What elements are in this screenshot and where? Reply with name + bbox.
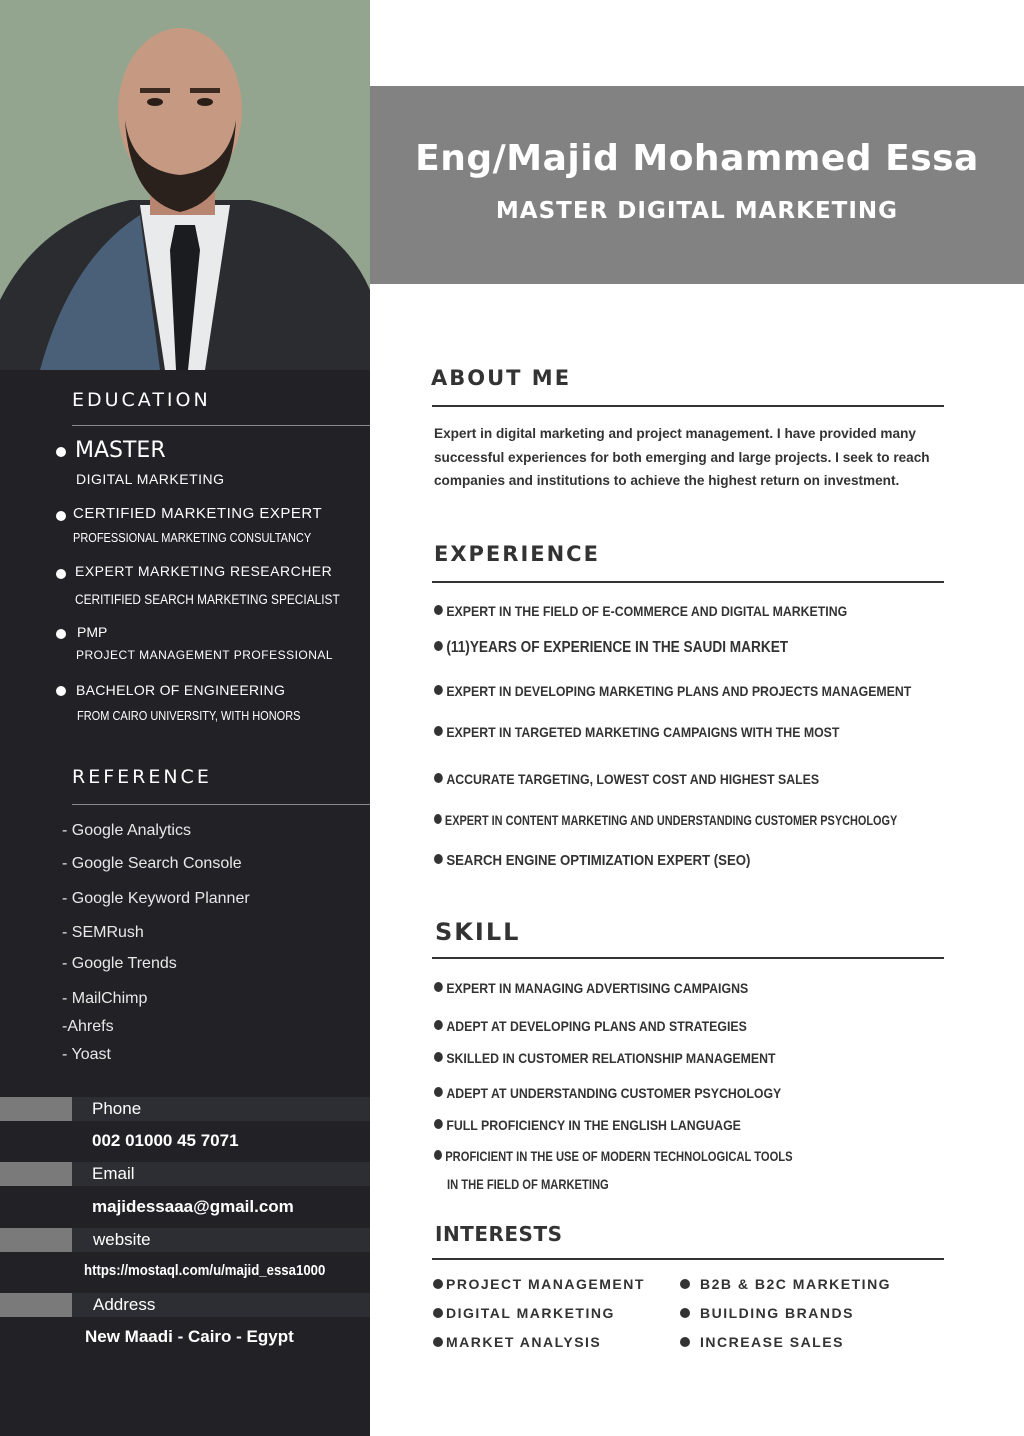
- interest-item: [680, 1305, 854, 1321]
- bullet-icon: [434, 1119, 443, 1129]
- experience-label: EXPERT IN TARGETED MARKETING CAMPAIGNS WITH THE MOST: [446, 724, 840, 740]
- skill-label: FULL PROFICIENCY IN THE ENGLISH LANGUAGE: [446, 1117, 741, 1133]
- bullet-icon: [434, 1087, 443, 1097]
- interest-label: DIGITAL MARKETING: [446, 1305, 615, 1321]
- education-subtitle: PROJECT MANAGEMENT PROFESSIONAL: [76, 648, 334, 662]
- phone-label: Phone: [92, 1099, 142, 1118]
- portrait-illustration: [0, 0, 370, 370]
- interest-label: BUILDING BRANDS: [700, 1305, 854, 1321]
- bullet-icon: [680, 1279, 690, 1289]
- interest-item: [680, 1334, 844, 1350]
- experience-label: (11)YEARS OF EXPERIENCE IN THE SAUDI MARKET: [446, 639, 789, 656]
- email-label: Email: [92, 1164, 135, 1183]
- bullet-icon: [434, 854, 443, 864]
- reference-item: - Google Keyword Planner: [62, 890, 250, 907]
- skill-item: [434, 1050, 776, 1066]
- profile-photo: [0, 0, 370, 370]
- bullet-icon: [433, 1308, 443, 1318]
- experience-label: SEARCH ENGINE OPTIMIZATION EXPERT (SEO): [446, 852, 751, 869]
- reference-item: - SEMRush: [62, 924, 144, 941]
- skill-label: SKILLED IN CUSTOMER RELATIONSHIP MANAGEMENT: [446, 1050, 776, 1066]
- skill-item: [434, 980, 748, 996]
- interest-item: [433, 1276, 645, 1292]
- bullet-icon: [434, 726, 443, 736]
- education-subtitle: CERITIFIED SEARCH MARKETING SPECIALIST: [75, 592, 340, 607]
- skill-continuation: IN THE FIELD OF MARKETING: [447, 1176, 609, 1192]
- skill-label: PROFICIENT IN THE USE OF MODERN TECHNOLOGICAL TOOLS: [445, 1148, 793, 1164]
- reference-label: MailChimp: [71, 990, 148, 1007]
- education-title: MASTER: [75, 438, 166, 463]
- reference-label: Google Search Console: [71, 855, 242, 872]
- skill-item: [434, 1117, 741, 1133]
- reference-label: Google Keyword Planner: [71, 890, 250, 907]
- interest-label: B2B & B2C MARKETING: [700, 1276, 892, 1292]
- experience-item: [434, 812, 897, 828]
- email-value[interactable]: majidessaaa@gmail.com: [92, 1197, 294, 1216]
- bullet-icon: [434, 641, 443, 651]
- reference-item: - Google Analytics: [62, 822, 191, 839]
- bullet-icon: [434, 1020, 443, 1030]
- address-label: Address: [93, 1295, 156, 1314]
- website-bar-accent: [0, 1228, 72, 1252]
- experience-divider: [432, 581, 944, 583]
- phone-bar-accent: [0, 1097, 72, 1121]
- education-title: PMP: [77, 624, 108, 640]
- interests-divider: [432, 1258, 944, 1260]
- experience-item: [434, 639, 788, 657]
- bullet-icon: [434, 982, 443, 992]
- header-banner: [370, 86, 1024, 284]
- skill-label: ADEPT AT DEVELOPING PLANS AND STRATEGIES: [446, 1018, 747, 1034]
- experience-heading: EXPERIENCE: [434, 542, 600, 566]
- about-heading: ABOUT ME: [431, 366, 572, 390]
- experience-label: EXPERT IN CONTENT MARKETING AND UNDERSTANDING CUSTOMER PSYCHOLOGY: [444, 812, 898, 828]
- interest-label: MARKET ANALYSIS: [446, 1334, 602, 1350]
- email-bar-accent: [0, 1162, 72, 1186]
- experience-item: [434, 724, 839, 740]
- bullet-icon: [56, 511, 66, 521]
- interest-label: INCREASE SALES: [700, 1334, 844, 1350]
- address-value: New Maadi - Cairo - Egypt: [85, 1327, 294, 1346]
- bullet-icon: [434, 605, 443, 615]
- bullet-icon: [434, 773, 443, 783]
- candidate-name: Eng/Majid Mohammed Essa: [415, 138, 979, 179]
- experience-item: [434, 771, 819, 787]
- bullet-icon: [56, 447, 66, 457]
- reference-item: - Google Trends: [62, 955, 177, 972]
- experience-item: [434, 603, 847, 619]
- education-title: CERTIFIED MARKETING EXPERT: [73, 505, 323, 522]
- skill-heading: SKILL: [435, 918, 521, 946]
- reference-heading: REFERENCE: [72, 766, 212, 788]
- about-text: Expert in digital marketing and project management. I have provided many successful experiences for both emerging and large projects. I seek to reach companies and institutions to achieve the highest return on investment.: [434, 426, 930, 488]
- experience-label: EXPERT IN THE FIELD OF E-COMMERCE AND DIGITAL MARKETING: [446, 603, 848, 619]
- reference-item: - Yoast: [62, 1046, 111, 1063]
- bullet-icon: [56, 569, 66, 579]
- education-subtitle: FROM CAIRO UNIVERSITY, WITH HONORS: [77, 709, 301, 723]
- skill-item: [434, 1018, 747, 1034]
- interest-item: [433, 1305, 615, 1321]
- about-divider: [432, 405, 944, 407]
- bullet-icon: [56, 686, 66, 696]
- education-title: EXPERT MARKETING RESEARCHER: [75, 563, 333, 579]
- interest-item: [680, 1276, 891, 1292]
- bullet-icon: [434, 1052, 443, 1062]
- bullet-icon: [680, 1308, 690, 1318]
- bullet-icon: [434, 685, 443, 695]
- reference-label: Ahrefs: [67, 1018, 114, 1035]
- education-subtitle: PROFESSIONAL MARKETING CONSULTANCY: [73, 531, 312, 545]
- reference-label: Yoast: [71, 1046, 111, 1063]
- education-title: BACHELOR OF ENGINEERING: [76, 682, 286, 698]
- experience-item: [434, 683, 911, 699]
- website-value[interactable]: https://mostaql.com/u/majid_essa1000: [84, 1262, 326, 1279]
- reference-label: SEMRush: [71, 924, 144, 941]
- reference-divider: [72, 804, 370, 805]
- bullet-icon: [56, 629, 66, 639]
- experience-item: [434, 852, 750, 869]
- bullet-icon: [433, 1279, 443, 1289]
- skill-divider: [432, 957, 944, 959]
- bullet-icon: [434, 814, 442, 824]
- experience-label: EXPERT IN DEVELOPING MARKETING PLANS AND PROJECTS MANAGEMENT: [446, 683, 912, 699]
- reference-item: - Google Search Console: [62, 855, 242, 872]
- reference-label: Google Trends: [71, 955, 177, 972]
- bullet-icon: [680, 1337, 690, 1347]
- bullet-icon: [433, 1337, 443, 1347]
- reference-label: Google Analytics: [71, 822, 191, 839]
- interests-heading: INTERESTS: [435, 1222, 563, 1246]
- education-heading: EDUCATION: [72, 389, 211, 411]
- bullet-icon: [434, 1150, 442, 1160]
- interest-item: [433, 1334, 601, 1350]
- reference-item: -Ahrefs: [62, 1018, 114, 1035]
- candidate-role: MASTER DIGITAL MARKETING: [495, 198, 899, 224]
- reference-item: - MailChimp: [62, 990, 148, 1007]
- education-subtitle: DIGITAL MARKETING: [76, 471, 225, 487]
- address-bar-accent: [0, 1293, 72, 1317]
- experience-label: ACCURATE TARGETING, LOWEST COST AND HIGHEST SALES: [446, 771, 820, 787]
- skill-label: ADEPT AT UNDERSTANDING CUSTOMER PSYCHOLOGY: [446, 1085, 782, 1101]
- website-label: website: [93, 1230, 151, 1249]
- phone-value: 002 01000 45 7071: [92, 1131, 239, 1150]
- skill-label: EXPERT IN MANAGING ADVERTISING CAMPAIGNS: [446, 980, 749, 996]
- skill-item: [434, 1148, 793, 1164]
- interest-label: PROJECT MANAGEMENT: [446, 1276, 645, 1292]
- education-divider: [72, 425, 370, 426]
- skill-item: [434, 1085, 781, 1101]
